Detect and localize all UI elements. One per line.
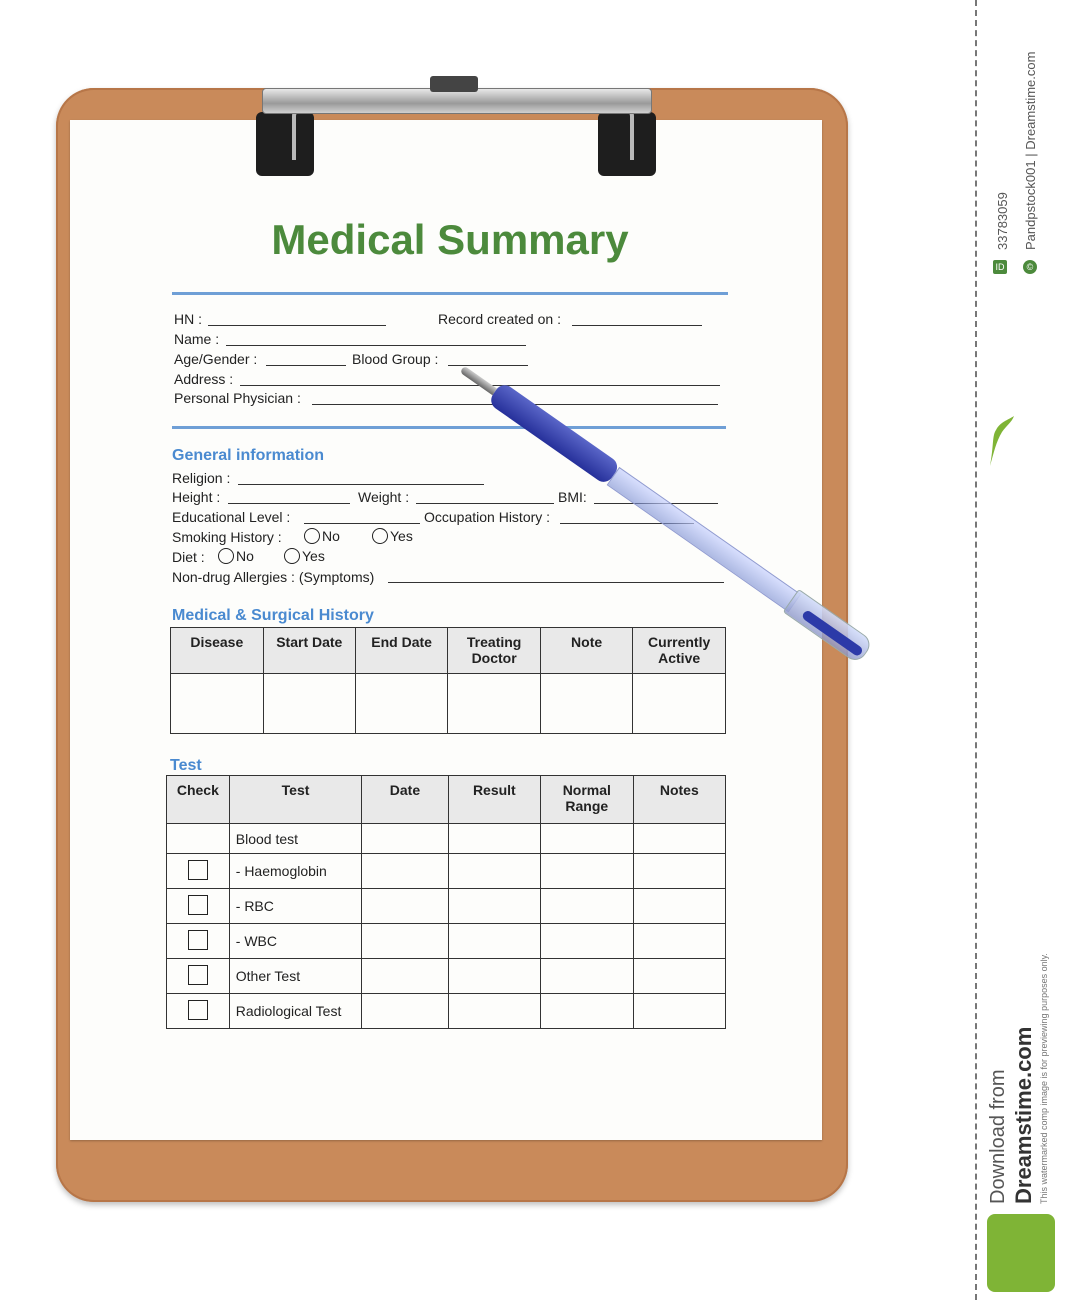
field-allergies[interactable] xyxy=(388,582,724,583)
checkbox-icon[interactable] xyxy=(188,1000,208,1020)
field-religion[interactable] xyxy=(238,484,484,485)
radio-icon[interactable] xyxy=(284,548,300,564)
label-age-gender: Age/Gender : xyxy=(174,351,258,367)
test-value-cell[interactable] xyxy=(448,994,540,1029)
diet-yes-option[interactable] xyxy=(284,548,325,564)
label-physician: Personal Physician : xyxy=(174,390,301,406)
check-cell[interactable] xyxy=(167,924,230,959)
test-value-cell[interactable] xyxy=(448,959,540,994)
section-test: Test xyxy=(170,757,202,774)
diet-no-label: No xyxy=(236,548,254,564)
check-cell[interactable] xyxy=(167,824,230,854)
history-cell[interactable] xyxy=(263,674,355,734)
leaf-icon xyxy=(984,412,1016,468)
form-title: Medical Summary xyxy=(271,216,629,263)
label-name: Name : xyxy=(174,331,220,347)
test-row xyxy=(167,889,726,924)
history-table xyxy=(170,627,726,734)
watermark-sidebar xyxy=(975,0,1065,1300)
test-name-cell: Other Test xyxy=(229,959,362,994)
col-check: Check xyxy=(167,776,230,824)
checkbox-icon[interactable] xyxy=(188,895,208,915)
check-cell[interactable] xyxy=(167,854,230,889)
test-row xyxy=(167,824,726,854)
download-from: Download from xyxy=(987,1069,1009,1204)
test-name-cell: Radiological Test xyxy=(229,994,362,1029)
test-value-cell[interactable] xyxy=(541,924,634,959)
diet-no-option[interactable] xyxy=(218,548,254,564)
test-table xyxy=(166,775,726,1029)
test-value-cell[interactable] xyxy=(633,924,725,959)
test-value-cell[interactable] xyxy=(633,959,725,994)
checkbox-icon[interactable] xyxy=(188,860,208,880)
smoking-yes-label: Yes xyxy=(390,528,413,544)
test-value-cell[interactable] xyxy=(541,824,634,854)
test-value-cell[interactable] xyxy=(362,854,448,889)
test-name-cell: - RBC xyxy=(229,889,362,924)
label-smoking: Smoking History : xyxy=(172,529,282,545)
test-value-cell[interactable] xyxy=(448,824,540,854)
test-value-cell[interactable] xyxy=(448,889,540,924)
image-credit: Pandpstock001 | Dreamstime.com xyxy=(1023,51,1038,250)
clip-wire xyxy=(292,108,634,160)
test-value-cell[interactable] xyxy=(541,889,634,924)
field-name[interactable] xyxy=(226,345,526,346)
col-notes: Notes xyxy=(633,776,725,824)
smoking-yes-option[interactable] xyxy=(372,528,413,544)
test-row xyxy=(167,994,726,1029)
history-cell[interactable] xyxy=(171,674,264,734)
disclaimer: This watermarked comp image is for previewing purposes only. xyxy=(1039,953,1049,1204)
diet-yes-label: Yes xyxy=(302,548,325,564)
test-row xyxy=(167,854,726,889)
test-name-cell: Blood test xyxy=(229,824,362,854)
label-address: Address : xyxy=(174,371,234,387)
test-value-cell[interactable] xyxy=(633,824,725,854)
label-hn: HN : xyxy=(174,311,202,327)
col-disease: Disease xyxy=(171,628,264,674)
smoking-no-option[interactable] xyxy=(304,528,340,544)
label-weight: Weight : xyxy=(358,489,410,505)
check-cell[interactable] xyxy=(167,959,230,994)
history-cell[interactable] xyxy=(540,674,632,734)
smoking-no-label: No xyxy=(322,528,340,544)
label-diet: Diet : xyxy=(172,549,205,565)
history-cell[interactable] xyxy=(633,674,726,734)
field-weight[interactable] xyxy=(416,503,554,504)
test-value-cell[interactable] xyxy=(362,959,448,994)
id-badge-icon: ID xyxy=(993,260,1007,274)
clip-top xyxy=(430,76,478,92)
col-note: Note xyxy=(540,628,632,674)
col-currently-active: Currently Active xyxy=(633,628,726,674)
field-record-created[interactable] xyxy=(572,325,702,326)
checkbox-icon[interactable] xyxy=(188,965,208,985)
test-value-cell[interactable] xyxy=(362,994,448,1029)
label-blood-group: Blood Group : xyxy=(352,351,439,367)
history-cell[interactable] xyxy=(448,674,541,734)
test-row xyxy=(167,924,726,959)
col-test: Test xyxy=(229,776,362,824)
history-cell[interactable] xyxy=(355,674,447,734)
label-religion: Religion : xyxy=(172,470,231,486)
label-education: Educational Level : xyxy=(172,509,291,525)
field-height[interactable] xyxy=(228,503,350,504)
test-name-cell: - WBC xyxy=(229,924,362,959)
test-value-cell[interactable] xyxy=(362,889,448,924)
label-allergies: Non-drug Allergies : (Symptoms) xyxy=(172,569,375,585)
field-education[interactable] xyxy=(304,523,420,524)
image-id: 33783059 xyxy=(995,192,1010,250)
section-history: Medical & Surgical History xyxy=(172,607,374,624)
field-age-gender[interactable] xyxy=(266,365,346,366)
label-bmi: BMI: xyxy=(558,489,587,505)
test-row xyxy=(167,959,726,994)
test-header-row xyxy=(167,776,726,824)
radio-icon[interactable] xyxy=(372,528,388,544)
test-value-cell[interactable] xyxy=(633,889,725,924)
check-cell[interactable] xyxy=(167,889,230,924)
test-value-cell[interactable] xyxy=(448,924,540,959)
test-value-cell[interactable] xyxy=(448,854,540,889)
col-normal-range: Normal Range xyxy=(541,776,634,824)
col-date: Date xyxy=(362,776,448,824)
field-blood-group[interactable] xyxy=(448,365,528,366)
label-record-created: Record created on : xyxy=(438,311,561,327)
label-height: Height : xyxy=(172,489,221,505)
test-value-cell[interactable] xyxy=(541,959,634,994)
test-name-cell: - Haemoglobin xyxy=(229,854,362,889)
section-general: General information xyxy=(172,447,325,464)
divider-mid xyxy=(172,426,726,429)
dreamstime-logo-icon xyxy=(987,1214,1055,1292)
copyright-icon: © xyxy=(1023,260,1037,274)
history-header-row xyxy=(171,628,726,674)
test-value-cell[interactable] xyxy=(633,994,725,1029)
radio-icon[interactable] xyxy=(304,528,320,544)
col-treating-doctor: Treating Doctor xyxy=(448,628,541,674)
test-value-cell[interactable] xyxy=(362,924,448,959)
divider-top xyxy=(172,292,728,295)
test-value-cell[interactable] xyxy=(541,994,634,1029)
col-result: Result xyxy=(448,776,540,824)
test-value-cell[interactable] xyxy=(362,824,448,854)
field-hn[interactable] xyxy=(208,325,386,326)
col-end-date: End Date xyxy=(355,628,447,674)
test-value-cell[interactable] xyxy=(633,854,725,889)
check-cell[interactable] xyxy=(167,994,230,1029)
radio-icon[interactable] xyxy=(218,548,234,564)
history-row xyxy=(171,674,726,734)
label-occupation: Occupation History : xyxy=(424,509,551,525)
test-value-cell[interactable] xyxy=(541,854,634,889)
col-start-date: Start Date xyxy=(263,628,355,674)
brand-name: Dreamstime.com xyxy=(1011,1026,1036,1204)
checkbox-icon[interactable] xyxy=(188,930,208,950)
